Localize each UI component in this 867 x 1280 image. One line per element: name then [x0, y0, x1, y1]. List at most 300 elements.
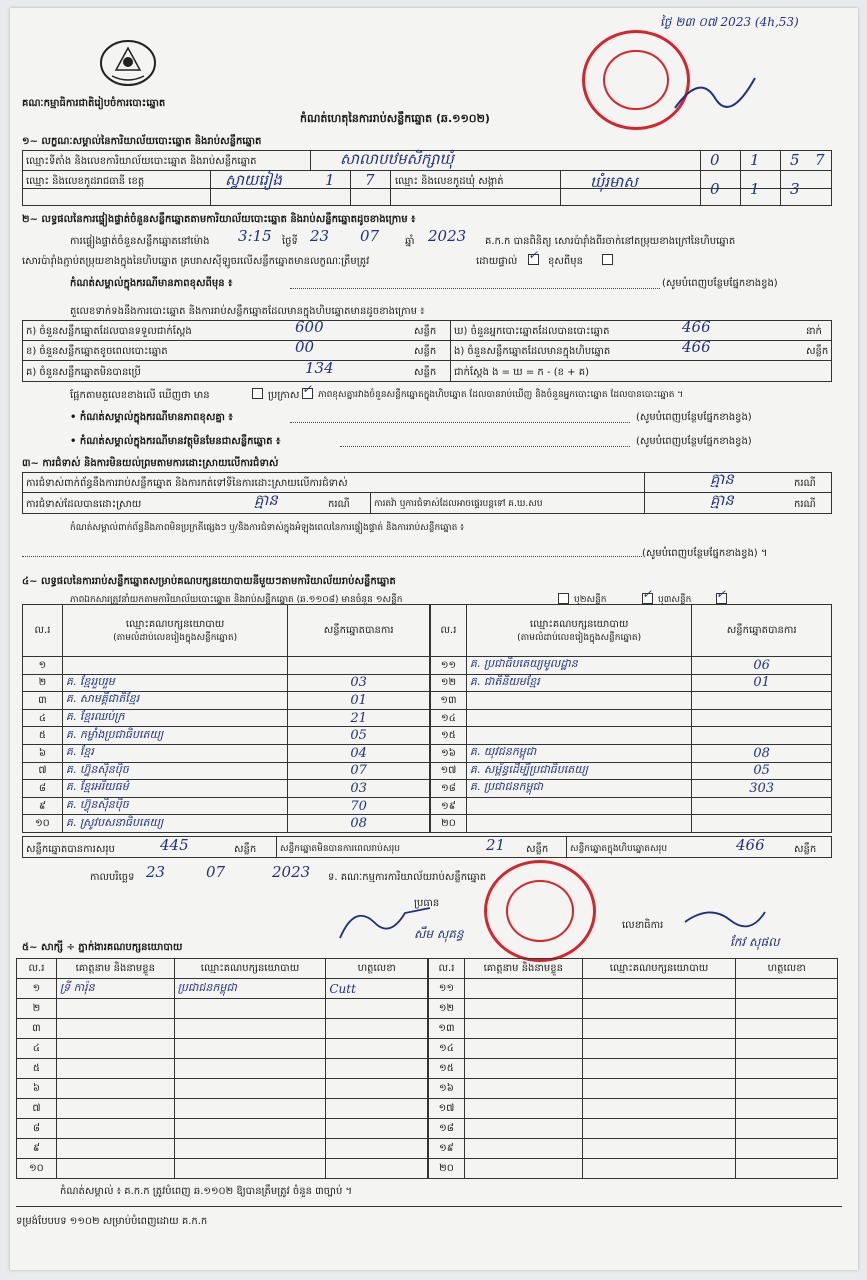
s2-sentence-post: គ.ក.ក បានពិនិត្យ សោរប៉ារ៉ាំងពីរចាក់នៅតម្រុយខាងក្រៅនៃហិបឆ្នោត — [485, 236, 736, 247]
s4-row-no: ៧ — [23, 762, 63, 780]
s3-row2b-label: ការតវ៉ា ឬការជំទាស់ដែលអាចផ្ទេរបន្តទៅ គ.ឃ.សប — [374, 499, 543, 509]
s5-table-row — [17, 1119, 428, 1139]
s4-row-party: គ. ហ៊្វុនស៊ិនប៉ិច — [62, 797, 287, 815]
s4-table-row — [23, 744, 430, 762]
s5-row-name — [464, 979, 582, 999]
s5-table-row — [429, 1079, 838, 1099]
s5-table-row — [17, 1019, 428, 1039]
s4-row-votes — [692, 727, 832, 745]
s5-right-col-sign: ហត្ថលេខា — [736, 959, 838, 979]
s5-row-party — [174, 1119, 326, 1139]
s4-row-party: គ. ខ្មែរអរិយធម៌ — [62, 780, 287, 798]
s5-row-sign — [736, 1139, 838, 1159]
s4-right-col-party — [466, 605, 691, 657]
s2-day-value: 23 — [310, 227, 330, 245]
s5-row-no: ១៨ — [429, 1119, 465, 1139]
s2-ngo-label: ឃ) ចំនួនអ្នកបោះឆ្នោតដែលបានបោះឆ្នោត — [454, 326, 610, 337]
s4-row-votes: 70 — [288, 797, 430, 815]
s4-total-label: សន្លឹកឆ្នោតក្នុងហិបឆ្នោតសរុប — [570, 844, 668, 854]
s5-table-row — [429, 1059, 838, 1079]
s2-ngo-value: 466 — [682, 318, 711, 336]
s5-row-party — [582, 999, 736, 1019]
s5-row-name — [56, 1059, 174, 1079]
s5-row-name — [464, 1119, 582, 1139]
s5-row-party — [582, 1119, 736, 1139]
s5-row-sign — [736, 1079, 838, 1099]
s2-kha-unit: សន្លឹក — [414, 346, 437, 357]
s4-valid-unit: សន្លឹក — [234, 844, 257, 855]
s5-row-party — [582, 1159, 736, 1179]
top-handwritten-note: ថ្ងៃ ២៣ ០៧ 2023 (4h,53) — [660, 15, 799, 29]
signature-top — [670, 68, 760, 118]
s4-pages-opt2: ឬ២សន្លឹក — [574, 595, 607, 605]
s4-row-votes: 07 — [288, 762, 430, 780]
s2-compare-rest: ភាពខុសគ្នារវាងចំនួនសន្លឹកឆ្នោតក្នុងហិបឆ្នោត ដែលបានរាប់ឃើញ និងចំនួនអ្នកបោះឆ្នោត ដែលបានបោះឆ្នោត ។ — [318, 390, 684, 400]
s5-row-party — [174, 999, 326, 1019]
s5-table-row — [429, 1039, 838, 1059]
s5-table-row — [17, 1159, 428, 1179]
s5-row-no: ២០ — [429, 1159, 465, 1179]
s4-row-no: ១៣ — [431, 692, 467, 710]
s1-code1-0: 0 — [710, 151, 720, 169]
s5-row-name — [56, 1099, 174, 1119]
s4-row-votes — [692, 797, 832, 815]
s5-row-no: ៨ — [17, 1119, 57, 1139]
s5-right-col-name: គោត្តនាម និងនាមខ្លួន — [464, 959, 582, 979]
s4-row-votes: 05 — [692, 762, 832, 780]
s5-left-col-party: ឈ្មោះគណបក្សនយោបាយ — [174, 959, 326, 979]
s4-pages-3-checkmark-icon: ✓ — [716, 587, 727, 601]
s5-row-sign — [736, 1059, 838, 1079]
s5-row-party — [582, 979, 736, 999]
s4-table-row — [23, 797, 430, 815]
s1-row3-label: ឈ្មោះ និងលេខកូដឃុំ សង្កាត់ — [395, 176, 504, 187]
s5-table-row — [429, 1019, 838, 1039]
s5-table-row — [429, 999, 838, 1019]
section1-title: ១~ លក្ខណៈសម្គាល់នៃការិយាល័យបោះឆ្នោត និងរាប់សន្លឹកឆ្នោត — [22, 136, 262, 147]
s5-row-no: ៥ — [17, 1059, 57, 1079]
s4-chair-label: ប្រធាន — [414, 898, 440, 909]
s4-row-no: ១ — [23, 657, 63, 675]
s1-code2-0: 1 — [325, 171, 335, 189]
s4-left-col-no: ល.រ — [23, 605, 63, 657]
s4-table-row — [431, 657, 832, 675]
s5-row-name — [464, 1139, 582, 1159]
s2-ka-label: ក) ចំនួនសន្លឹកឆ្នោតដែលបានទទួលជាក់ស្តែង — [26, 326, 192, 337]
s5-table-row — [17, 1139, 428, 1159]
s2-note-hint: (សូមបំពេញបន្ថែមផ្នែកខាងខ្វង) — [662, 278, 778, 289]
s4-row-party — [466, 815, 691, 833]
s4-left-col-party-sub: (តាមលំដាប់លេខរៀងក្នុងសន្លឹកឆ្នោត) — [113, 632, 238, 643]
s5-row-name — [56, 1119, 174, 1139]
s1-row1-value: សាលាបឋមសិក្សាឃុំ — [340, 150, 454, 168]
s4-date-day: 23 — [146, 863, 166, 881]
s5-row-no: ១៩ — [429, 1139, 465, 1159]
s2-year-value: 2023 — [428, 227, 467, 245]
s5-row-name — [56, 999, 174, 1019]
s4-date-after: ទ. គណៈកម្មការការិយាល័យរាប់សន្លឹកឆ្នោត — [328, 872, 487, 883]
s4-row-party: គ. ជាតិនិយមខ្មែរ — [466, 674, 691, 692]
s5-row-party — [174, 1159, 326, 1179]
s5-row-no: ៣ — [17, 1019, 57, 1039]
s3-note: កំណត់សម្គាល់ពាក់ព័ន្ធនឹងភាពមិនប្រក្រតីផ្សេងៗ ឬ/និងការជំទាស់ក្នុងអំឡុងពេលនៃការផ្ទៀងផ្ទាត់ និងការរាប់សន្លឹកឆ្នោត ៖ — [70, 523, 465, 533]
s4-table-row — [23, 692, 430, 710]
s4-row-votes: 03 — [288, 780, 430, 798]
s4-row-votes: 01 — [288, 692, 430, 710]
s3-row2b-value: គ្មាន — [710, 491, 734, 509]
s5-table-row — [429, 1119, 838, 1139]
s4-row-votes — [692, 692, 832, 710]
s1-code3-2: 3 — [790, 180, 800, 198]
s4-table-row — [431, 797, 832, 815]
s4-table-row — [23, 674, 430, 692]
s4-right-col-party-title: ឈ្មោះគណបក្សនយោបាយ — [529, 618, 629, 630]
s5-row-sign — [736, 1159, 838, 1179]
s5-row-sign: Cutt — [326, 979, 428, 999]
section2-title: ២~ លទ្ធផលនៃការផ្ទៀងផ្ទាត់ចំនួនសន្លឹកឆ្នោតតាមការិយាល័យបោះឆ្នោត និងរាប់សន្លឹកឆ្នោតដូចខាងក្រោម ៖ — [22, 214, 416, 225]
s4-row-votes: 08 — [288, 815, 430, 833]
committee-emblem-icon — [98, 38, 158, 88]
s5-row-name — [464, 1039, 582, 1059]
s2-ngo-unit: នាក់ — [806, 326, 822, 337]
s4-table-row — [431, 709, 832, 727]
s4-row-votes: 06 — [692, 657, 832, 675]
s4-table-row — [23, 657, 430, 675]
s4-table-row — [431, 674, 832, 692]
s5-footnote: កំណត់សម្គាល់ ៖ គ.ក.ក ត្រូវបំពេញ ឆ.១១០២ ឱ្យបានត្រឹមត្រូវ ចំនួន ៣ច្បាប់ ។ — [60, 1186, 353, 1197]
s5-row-no: ៧ — [17, 1099, 57, 1119]
s4-valid-value: 445 — [160, 836, 189, 854]
section5-title: ៥~ សាក្សី ÷ ភ្នាក់ងារគណបក្សនយោបាយ — [22, 942, 183, 953]
s4-totals-row — [22, 836, 832, 858]
s1-code2-1: 7 — [365, 171, 375, 189]
s2-compare-line: ផ្អែកតាមតួលេខខាងលើ ឃើញថា មាន — [70, 390, 210, 401]
section4-title: ៤~ លទ្ធផលនៃការរាប់សន្លឹកឆ្នោតសម្រាប់គណបក្សនយោបាយនីមួយៗតាមការិយាល័យរាប់សន្លឹកឆ្នោត — [22, 576, 396, 587]
s4-right-col-party-sub: (តាមលំដាប់លេខរៀងក្នុងសន្លឹកឆ្នោត) — [517, 632, 642, 643]
s4-invalid-unit: សន្លឹក — [526, 844, 549, 855]
s1-row2-label: ឈ្មោះ និងលេខកូដរាជធានី ខេត្ត — [26, 176, 145, 187]
s2-formula: ជាក់ស្តែង ង = ឃ = ក - (ខ + គ) — [454, 367, 589, 378]
s4-table-row — [431, 762, 832, 780]
s5-row-party — [582, 1019, 736, 1039]
s4-row-votes: 08 — [692, 744, 832, 762]
s2-compare-checkmark-icon: ✓ — [302, 382, 313, 396]
s5-row-no: ៩ — [17, 1139, 57, 1159]
s5-row-sign — [326, 1159, 428, 1179]
s4-secretary-label: លេខាធិការ — [622, 920, 664, 931]
s4-row-party: គ. ហ្វ៊ុនស៊ិនប៉ិច — [62, 762, 287, 780]
s4-row-votes: 04 — [288, 744, 430, 762]
s5-row-party — [174, 1039, 326, 1059]
s4-row-votes: 03 — [288, 674, 430, 692]
s5-table-row — [17, 1079, 428, 1099]
document-sheet — [10, 8, 858, 1270]
s2-bullet2-hint: (សូមបំពេញបន្ថែមផ្នែកខាងខ្វង) — [636, 436, 752, 447]
s4-row-no: ៤ — [23, 709, 63, 727]
s5-left-col-name: គោត្តនាម និងនាមខ្លួន — [56, 959, 174, 979]
s5-row-party: ប្រជាជនកម្ពុជា — [174, 979, 326, 999]
s5-row-sign — [326, 1139, 428, 1159]
s2-month-value: 07 — [360, 227, 380, 245]
s2-compare-yes: ប្រក្រាស — [268, 390, 300, 401]
s5-row-no: ១១ — [429, 979, 465, 999]
s4-table-row — [23, 815, 430, 833]
s5-row-sign — [736, 999, 838, 1019]
s4-invalid-label: សន្លឹកឆ្នោតមិនបានការពេលរាប់សរុប — [280, 844, 400, 854]
s5-left-col-sign: ហត្ថលេខា — [326, 959, 428, 979]
s5-row-sign — [326, 1119, 428, 1139]
footer-form-note: ទម្រង់បែបបទ ១១០២ សម្រាប់បំពេញដោយ គ.ក.ក — [16, 1216, 208, 1227]
s4-row-no: ៣ — [23, 692, 63, 710]
s5-row-name — [464, 1159, 582, 1179]
s5-row-sign — [326, 1039, 428, 1059]
s5-row-sign — [736, 1119, 838, 1139]
s5-right-col-no: ល.រ — [429, 959, 465, 979]
s5-row-sign — [326, 999, 428, 1019]
s4-right-table — [430, 604, 832, 833]
s1-code1-3: 7 — [815, 151, 825, 169]
s4-invalid-value: 21 — [486, 836, 506, 854]
s2-wrong-checkbox[interactable] — [602, 254, 613, 265]
s2-wrong-label: ខុសពីមុន — [548, 256, 583, 267]
s5-row-name — [464, 999, 582, 1019]
s5-table-row — [429, 1099, 838, 1119]
s5-row-no: ១៤ — [429, 1039, 465, 1059]
s3-row1-label: ការជំទាស់ពាក់ព័ន្ធនឹងការរាប់សន្លឹកឆ្នោត និងការកត់ទៅទីនៃការដោះស្រាយលើការជំទាស់ — [26, 478, 348, 489]
s2-bullet1-hint: (សូមបំពេញបន្ថែមផ្នែកខាងខ្វង) — [636, 412, 752, 423]
s4-row-no: ១១ — [431, 657, 467, 675]
s5-table-row — [429, 1159, 838, 1179]
s2-bullet1: • កំណត់សម្គាល់ក្នុងករណីមានភាពខុសគ្នា ៖ — [70, 412, 233, 423]
section3-title: ៣~ ការជំទាស់ និងការមិនយល់ព្រមតាមការដោះស្រាយលើការជំទាស់ — [22, 458, 279, 469]
s2-ka-unit: សន្លឹក — [414, 326, 437, 337]
s5-table-row — [17, 1039, 428, 1059]
s5-row-party — [582, 1099, 736, 1119]
s5-right-table — [428, 958, 838, 1179]
s5-row-name — [56, 1159, 174, 1179]
s2-ok-checkmark-icon: ✓ — [528, 248, 539, 262]
s4-row-no: ២០ — [431, 815, 467, 833]
s5-row-party — [174, 1079, 326, 1099]
s3-row2b-case: ករណី — [794, 499, 816, 510]
s2-cha-label: ង) ចំនួនសន្លឹកឆ្នោតដែលមានក្នុងហិបឆ្នោត — [454, 346, 611, 357]
s5-row-no: ១ — [17, 979, 57, 999]
s4-total-unit: សន្លឹក — [794, 844, 817, 855]
s4-row-votes: 303 — [692, 780, 832, 798]
s2-compare-yes-checkbox[interactable] — [252, 388, 263, 399]
s2-bullet2: • កំណត់សម្គាល់ក្នុងករណីមានវត្ថុមិនមែនជាសន្លឹកឆ្នោត ៖ — [70, 436, 281, 447]
s5-row-no: ១៧ — [429, 1099, 465, 1119]
s1-code3-0: 0 — [710, 180, 720, 198]
s4-row-no: ១០ — [23, 815, 63, 833]
s3-row2-value: គ្មាន — [254, 491, 278, 509]
s5-row-name — [464, 1019, 582, 1039]
s4-valid-label: សន្លឹកឆ្នោតបានការសរុប — [26, 844, 115, 855]
s5-row-sign — [326, 1019, 428, 1039]
s4-row-no: ១៨ — [431, 780, 467, 798]
s2-kha-value: 00 — [295, 338, 315, 356]
s2-ok-label: ដោយផ្ទាល់ — [476, 256, 518, 267]
s5-row-sign — [736, 979, 838, 999]
s5-row-party — [174, 1139, 326, 1159]
s4-left-table — [22, 604, 430, 833]
s2-ko-value: 134 — [305, 359, 334, 377]
s4-row-party: គ. យុវជនកម្ពុជា — [466, 744, 691, 762]
s4-row-party — [466, 727, 691, 745]
s4-pages-line: ភាពឯកសារត្រូវនាំយកតាមការិយាល័យបោះឆ្នោត និងរាប់សន្លឹកឆ្នោត (ឆ.១១០៨) មានចំនួន ១សន្លឹក — [70, 595, 403, 605]
s5-row-sign — [736, 1099, 838, 1119]
s5-row-party — [174, 1019, 326, 1039]
s2-time-pre: ការផ្ទៀងផ្ទាត់ចំនួនសន្លឹកឆ្នោតនៅម៉ោង — [70, 236, 210, 247]
s4-row-no: ១៦ — [431, 744, 467, 762]
s4-date-year: 2023 — [272, 863, 311, 881]
s5-row-party — [582, 1039, 736, 1059]
s4-row-no: ១៧ — [431, 762, 467, 780]
s4-row-votes — [692, 815, 832, 833]
s4-pages-2-checkmark-icon: ✓ — [642, 587, 653, 601]
s3-row1-value: គ្មាន — [710, 470, 734, 488]
s5-row-sign — [326, 1099, 428, 1119]
s5-row-sign — [326, 1079, 428, 1099]
s4-row-votes: 21 — [288, 709, 430, 727]
s4-table-row — [431, 727, 832, 745]
s5-row-name — [56, 1079, 174, 1099]
s3-hint: (សូមបំពេញបន្ថែមផ្នែកខាងខ្វង) ។ — [642, 548, 768, 559]
s4-left-col-party — [62, 605, 287, 657]
s4-row-no: ១២ — [431, 674, 467, 692]
s4-row-party — [466, 709, 691, 727]
s4-row-no: ១៤ — [431, 709, 467, 727]
s2-cha-value: 466 — [682, 338, 711, 356]
s5-row-sign — [326, 1059, 428, 1079]
s5-row-no: ១៥ — [429, 1059, 465, 1079]
s1-code1-1: 1 — [750, 151, 760, 169]
s4-row-party: គ. សម្ព័ន្ធដើម្បីប្រជាធិបតេយ្យ — [466, 762, 691, 780]
s4-row-no: ៨ — [23, 780, 63, 798]
s5-row-name — [464, 1099, 582, 1119]
s1-code3-1: 1 — [750, 180, 760, 198]
s4-row-party: គ. កម្លាំងប្រជាធិបតេយ្យ — [62, 727, 287, 745]
s5-row-party — [582, 1079, 736, 1099]
s5-left-table — [16, 958, 428, 1179]
s4-row-votes: 05 — [288, 727, 430, 745]
s5-row-name — [56, 1019, 174, 1039]
s5-row-name — [56, 1039, 174, 1059]
form-title: កំណត់ហេតុនៃការរាប់សន្លឹកឆ្នោត (ឆ.១១០២) — [300, 112, 490, 125]
s4-row-party: គ. ស្រូវបសនាធិបតេយ្យ — [62, 815, 287, 833]
s4-row-party — [62, 657, 287, 675]
s4-date-month: 07 — [206, 863, 226, 881]
s5-row-no: ១៣ — [429, 1019, 465, 1039]
s5-row-name: ទ្រី ការ៉ុន — [56, 979, 174, 999]
s4-row-party: គ. ខ្មែរ — [62, 744, 287, 762]
s4-row-party: គ. ខ្មែរឈប់ក្រ — [62, 709, 287, 727]
s4-row-no: ១៩ — [431, 797, 467, 815]
s2-sentence-line2: សោរប៉ារ៉ាំងភ្ជាប់តម្រុយខាងក្នុងនៃហិបឆ្នោត គ្របរាសស៊ីឡូចរលើសន្លឹកឆ្នោតមានលក្ខណៈត្រឹមត្រូវ — [22, 256, 370, 267]
official-seal-bottom — [484, 860, 596, 962]
s5-row-no: ៤ — [17, 1039, 57, 1059]
s4-table-row — [23, 780, 430, 798]
s2-cha-unit: សន្លឹក — [806, 346, 829, 357]
s5-table-row — [17, 1059, 428, 1079]
s2-counts-intro: តួលេខទាក់ទងនឹងការបោះឆ្នោត និងការរាប់សន្លឹកឆ្នោតដែលមានក្នុងហិបឆ្នោតមានដូចខាងក្រោម ៖ — [70, 306, 425, 317]
s4-table-row — [23, 727, 430, 745]
s5-table-row — [429, 979, 838, 999]
committee-name: គណៈកម្មាធិការជាតិរៀបចំការបោះឆ្នោត — [22, 98, 166, 109]
s4-row-votes: 01 — [692, 674, 832, 692]
s3-row2-label: ការជំទាស់ដែលបានដោះស្រាយ — [26, 499, 142, 510]
s4-row-no: ៦ — [23, 744, 63, 762]
s5-row-name — [464, 1059, 582, 1079]
s4-right-col-votes: សន្លឹកឆ្នោតបានការ — [692, 605, 832, 657]
s5-left-col-no: ល.រ — [17, 959, 57, 979]
secretary-signature — [680, 898, 770, 934]
s4-row-party: គ. សាមគ្គីជាតិខ្មែរ — [62, 692, 287, 710]
s5-row-no: ១០ — [17, 1159, 57, 1179]
s1-row3-value: ឃុំរមាស — [590, 173, 638, 191]
s2-ka-value: 600 — [295, 318, 324, 336]
s4-row-no: ៥ — [23, 727, 63, 745]
s4-left-col-votes: សន្លឹកឆ្នោតបានការ — [288, 605, 430, 657]
s4-row-no: ២ — [23, 674, 63, 692]
s5-row-party — [582, 1139, 736, 1159]
s4-row-votes — [692, 709, 832, 727]
s2-note-line: កំណត់សម្គាល់ក្នុងករណីមានភាពខុសពីមុន ៖ — [70, 278, 233, 289]
s2-year-label: ឆ្នាំ — [405, 236, 415, 247]
s5-table-row — [17, 1099, 428, 1119]
s5-right-col-party: ឈ្មោះគណបក្សនយោបាយ — [582, 959, 736, 979]
s1-row1-label: ឈ្មោះទីតាំង និងលេខការិយាល័យបោះឆ្នោត និងរាប់សន្លឹកឆ្នោត — [26, 156, 257, 167]
s4-row-party — [466, 692, 691, 710]
s5-row-no: ១២ — [429, 999, 465, 1019]
s5-row-name — [56, 1139, 174, 1159]
s4-row-votes — [288, 657, 430, 675]
s1-code1-2: 5 — [790, 151, 800, 169]
s1-row2-value: ស្វាយរៀង — [225, 171, 282, 189]
s4-row-party: គ. ប្រជាជនកម្ពុជា — [466, 780, 691, 798]
s4-row-party — [466, 797, 691, 815]
s4-left-col-party-title: ឈ្មោះគណបក្សនយោបាយ — [125, 618, 225, 630]
s4-right-col-no: ល.រ — [431, 605, 467, 657]
s4-table-row — [23, 762, 430, 780]
s5-row-no: ១៦ — [429, 1079, 465, 1099]
s4-table-row — [431, 815, 832, 833]
s5-table-row — [429, 1139, 838, 1159]
s4-secretary-name: កែវ សុផល — [730, 935, 780, 949]
s5-row-no: ២ — [17, 999, 57, 1019]
s2-ko-unit: សន្លឹក — [414, 367, 437, 378]
s5-row-party — [174, 1059, 326, 1079]
s5-row-sign — [736, 1039, 838, 1059]
s2-time-value: 3:15 — [238, 227, 272, 245]
s5-row-no: ៦ — [17, 1079, 57, 1099]
s5-table-row — [17, 979, 428, 999]
s4-pages-1-checkbox[interactable] — [558, 593, 569, 604]
s4-table-row — [431, 780, 832, 798]
s4-pages-opt3: ឬ៣សន្លឹក — [658, 595, 692, 605]
s4-row-party: គ. ខ្មែររួបរួម — [62, 674, 287, 692]
s5-row-name — [464, 1079, 582, 1099]
s2-ko-label: គ) ចំនួនសន្លឹកឆ្នោតមិនបានប្រើ — [26, 367, 141, 378]
s4-table-row — [23, 709, 430, 727]
s4-chair-name: សឹម សុគន្ធ — [414, 927, 464, 941]
s5-table-row — [17, 999, 428, 1019]
s5-row-sign — [736, 1019, 838, 1039]
s4-row-no: ៩ — [23, 797, 63, 815]
s2-kha-label: ខ) ចំនួនសន្លឹកឆ្នោតខូចពេលបោះឆ្នោត — [26, 346, 168, 357]
s4-row-party: គ. ប្រជាធិបតេយ្យមូលដ្ឋាន — [466, 657, 691, 675]
s4-table-row — [431, 692, 832, 710]
